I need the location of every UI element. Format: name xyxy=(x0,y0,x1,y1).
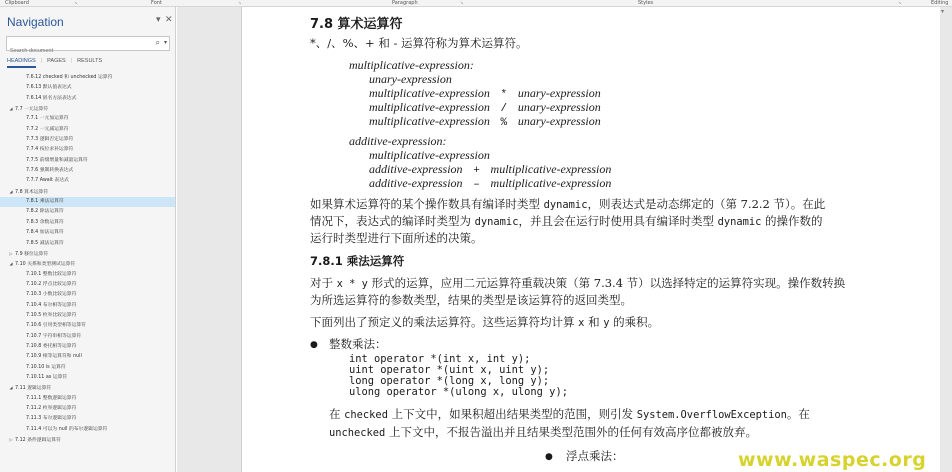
ribbon-group-strip xyxy=(0,0,952,7)
grammar-rule: unary-expression xyxy=(369,72,452,86)
nav-heading-label: 7.10.5 枚举比较运算符 xyxy=(26,312,77,318)
document-page xyxy=(241,7,940,472)
nav-heading-item[interactable] xyxy=(0,363,176,373)
nav-heading-label: 7.7.4 按位求补运算符 xyxy=(26,147,74,153)
page-gutter-left xyxy=(177,7,241,472)
ribbon-group-editing[interactable]: Editing xyxy=(931,0,949,6)
inline-code: dynamic xyxy=(474,216,519,228)
nav-heading-item[interactable] xyxy=(0,197,176,207)
nav-heading-item[interactable] xyxy=(0,73,176,83)
expand-collapse-icon[interactable]: ◢ xyxy=(9,106,13,112)
nav-heading-label: 7.11.1 整数逻辑运算符 xyxy=(26,395,77,401)
navigation-pane xyxy=(0,7,176,472)
tab-separator: | xyxy=(40,58,43,64)
nav-heading-item[interactable] xyxy=(0,145,176,155)
nav-heading-item[interactable] xyxy=(0,218,176,228)
nav-heading-label: 7.7.5 前缀增量和减量运算符 xyxy=(26,157,88,163)
nav-heading-item[interactable] xyxy=(0,404,176,414)
ribbon-group-font[interactable]: Font xyxy=(151,0,162,6)
nav-heading-item[interactable] xyxy=(0,125,176,135)
grammar-rule: multiplicative-expression xyxy=(369,148,490,162)
search-box xyxy=(6,36,170,51)
nav-heading-item[interactable] xyxy=(0,270,176,280)
nav-heading-label: 7.10.3 小数比较运算符 xyxy=(26,292,77,298)
paragraph-line: 对于 x * y 形式的运算，应用二元运算符重载决策（第 7.3.4 节）以选择特定的运算符实现。操作数转换 xyxy=(310,276,846,290)
nav-heading-item[interactable] xyxy=(0,207,176,217)
nav-heading-item[interactable] xyxy=(0,94,176,104)
grammar-operator: + xyxy=(473,165,480,177)
inline-code: dynamic xyxy=(543,199,588,211)
nav-heading-item[interactable] xyxy=(0,83,176,93)
bullet-text: 浮点乘法： xyxy=(566,449,624,463)
ribbon-group-paragraph[interactable]: Paragraph xyxy=(392,0,418,6)
nav-heading-item[interactable] xyxy=(0,383,176,393)
grammar-label: additive-expression: xyxy=(349,134,447,148)
nav-heading-label: 7.8 算术运算符 xyxy=(15,189,49,195)
inline-code: dynamic xyxy=(717,216,762,228)
nav-heading-item[interactable] xyxy=(0,104,176,114)
paragraph-line: 如果算术运算符的某个操作数具有编译时类型 dynamic，则表达式是动态绑定的（第 7.2.2 节）。在此 xyxy=(310,197,826,211)
nav-heading-label: 7.6.13 默认值表达式 xyxy=(26,85,72,91)
grammar-rule: multiplicative-expression / unary-expression xyxy=(369,100,601,115)
expand-collapse-icon[interactable]: ◢ xyxy=(9,261,13,267)
nav-heading-label: 7.10 关系和类型测试运算符 xyxy=(15,262,76,268)
nav-heading-label: 7.10.6 引用类型相等运算符 xyxy=(26,323,86,329)
nav-heading-label: 7.10.4 布尔相等运算符 xyxy=(26,302,77,308)
nav-heading-item[interactable] xyxy=(0,249,176,259)
nav-heading-item[interactable] xyxy=(0,301,176,311)
nav-heading-label: 7.10.7 字符串相等运算符 xyxy=(26,333,82,339)
inline-code: unchecked xyxy=(329,427,386,439)
nav-heading-item[interactable] xyxy=(0,425,176,435)
tab-headings[interactable]: HEADINGS xyxy=(7,58,36,68)
nav-heading-item[interactable] xyxy=(0,228,176,238)
nav-heading-item[interactable] xyxy=(0,332,176,342)
inline-code: System.OverflowException xyxy=(636,409,787,421)
inline-code: x * y xyxy=(336,278,368,290)
nav-heading-item[interactable] xyxy=(0,187,176,197)
tab-separator: | xyxy=(70,58,73,64)
expand-collapse-icon[interactable]: ◢ xyxy=(9,385,13,391)
nav-heading-item[interactable] xyxy=(0,259,176,269)
bullet-icon: ● xyxy=(310,340,318,350)
inline-code: checked xyxy=(344,409,388,421)
chevron-down-icon[interactable]: ▾ xyxy=(163,39,167,46)
nav-heading-label: 7.7.1 一元加运算符 xyxy=(26,116,69,122)
nav-heading-item[interactable] xyxy=(0,435,176,445)
expand-collapse-icon[interactable]: ◢ xyxy=(9,188,13,194)
nav-heading-label: 7.10.8 委托相等运算符 xyxy=(26,343,77,349)
grammar-operator: * xyxy=(500,89,508,101)
grammar-rule: additive-expression + multiplicative-expression xyxy=(369,162,612,177)
nav-heading-item[interactable] xyxy=(0,352,176,362)
nav-heading-label: 7.8.5 减法运算符 xyxy=(26,240,64,246)
nav-heading-label: 7.12 条件逻辑运算符 xyxy=(15,438,61,444)
nav-heading-item[interactable] xyxy=(0,166,176,176)
nav-heading-label: 7.6.14 匿名方法表达式 xyxy=(26,95,77,101)
nav-heading-item[interactable] xyxy=(0,373,176,383)
document-body xyxy=(242,7,941,472)
dialog-launcher-icon[interactable]: ↘ xyxy=(238,0,242,5)
nav-heading-label: 7.7 一元运算符 xyxy=(15,107,49,113)
expand-collapse-icon[interactable]: ▷ xyxy=(9,437,13,443)
paragraph-line: unchecked 上下文中，不报告溢出并且结果类型范围外的任何有效高序位都被放弃。 xyxy=(329,425,757,439)
page-gutter-right xyxy=(940,7,952,472)
nav-heading-label: 7.10.9 相等运算符和 null xyxy=(26,354,82,360)
nav-heading-item[interactable] xyxy=(0,414,176,424)
ribbon-group-styles[interactable]: Styles xyxy=(638,0,654,6)
close-icon[interactable]: ✕ xyxy=(165,15,173,25)
nav-heading-item[interactable] xyxy=(0,114,176,124)
search-input[interactable] xyxy=(7,45,147,58)
nav-heading-label: 7.10.11 as 运算符 xyxy=(26,374,68,380)
grammar-label: multiplicative-expression: xyxy=(349,58,474,72)
paragraph-line: 运行时类型进行下面所述的决策。 xyxy=(310,231,483,245)
nav-heading-label: 7.8.1 乘法运算符 xyxy=(26,199,64,205)
nav-heading-label: 7.9 移位运算符 xyxy=(15,251,49,257)
grammar-rule: multiplicative-expression * unary-expression xyxy=(369,86,601,101)
nav-tabs xyxy=(7,58,107,68)
bullet-icon: ● xyxy=(545,452,553,462)
tab-results[interactable]: RESULTS xyxy=(77,58,103,64)
subsection-heading: 7.8.1 乘法运算符 xyxy=(310,254,405,268)
grammar-operator: / xyxy=(500,103,508,115)
nav-heading-label: 7.7.2 一元减运算符 xyxy=(26,126,69,132)
ribbon-group-clipboard[interactable]: Clipboard xyxy=(5,0,29,6)
intro-paragraph: *、/、%、+ 和 - 运算符称为算术运算符。 xyxy=(310,36,528,50)
section-heading: 7.8 算术运算符 xyxy=(310,17,403,32)
expand-collapse-icon[interactable]: ▷ xyxy=(9,250,13,256)
chevron-down-icon[interactable]: ▾ xyxy=(941,8,945,15)
nav-heading-label: 7.10.1 整数比较运算符 xyxy=(26,271,77,277)
paragraph-line: 情况下，表达式的编译时类型为 dynamic，并且会在运行时使用具有编译时类型 dynamic 的操作数的 xyxy=(310,214,823,228)
nav-heading-label: 7.11.3 布尔逻辑运算符 xyxy=(26,416,77,422)
nav-heading-item[interactable] xyxy=(0,290,176,300)
grammar-operator: – xyxy=(473,179,480,191)
nav-heading-item[interactable] xyxy=(0,394,176,404)
nav-heading-item[interactable] xyxy=(0,239,176,249)
watermark-text: www.waspec.org xyxy=(738,449,927,471)
nav-heading-label: 7.7.6 强制转换表达式 xyxy=(26,168,74,174)
nav-heading-item[interactable] xyxy=(0,311,176,321)
code-block: int operator *(int x, int y); uint operator *(uint x, uint y); long operator *(long x, long y); ulong operator *(ulong x, ulong y); xyxy=(349,353,568,398)
grammar-rule: multiplicative-expression % unary-expression xyxy=(369,114,601,129)
nav-heading-item[interactable] xyxy=(0,156,176,166)
paragraph-line: 下面列出了预定义的乘法运算符。这些运算符均计算 x 和 y 的乘积。 xyxy=(310,315,660,329)
nav-title: Navigation xyxy=(7,15,64,29)
grammar-rule: additive-expression – multiplicative-expression xyxy=(369,176,612,191)
nav-heading-item[interactable] xyxy=(0,176,176,186)
dialog-launcher-icon[interactable]: ↘ xyxy=(460,0,464,5)
nav-heading-label: 7.11.4 可以为 null 的布尔逻辑运算符 xyxy=(26,426,108,432)
nav-heading-item[interactable] xyxy=(0,342,176,352)
nav-heading-label: 7.11.2 枚举逻辑运算符 xyxy=(26,406,77,411)
nav-heading-label: 7.8.4 加法运算符 xyxy=(26,230,64,236)
paragraph-line: 为所选运算符的参数类型，结果的类型是该运算符的返回类型。 xyxy=(310,293,632,307)
grammar-operator: % xyxy=(500,117,508,129)
tab-pages[interactable]: PAGES xyxy=(47,58,66,64)
paragraph-line: 在 checked 上下文中，如果积超出结果类型的范围，则引发 System.OverflowException。在 xyxy=(329,407,810,421)
nav-heading-label: 7.10.2 浮点比较运算符 xyxy=(26,281,77,287)
nav-heading-label: 7.7.7 Await 表达式 xyxy=(26,178,69,184)
nav-heading-item[interactable] xyxy=(0,135,176,145)
nav-heading-label: 7.8.3 余数运算符 xyxy=(26,219,64,225)
nav-heading-label: 7.6.12 checked 和 unchecked 运算符 xyxy=(26,75,113,80)
nav-heading-label: 7.11 逻辑运算符 xyxy=(15,386,52,392)
nav-heading-label: 7.7.3 逻辑否定运算符 xyxy=(26,137,74,143)
nav-heading-label: 7.8.2 除法运算符 xyxy=(26,209,64,215)
dialog-launcher-icon[interactable]: ↘ xyxy=(898,0,902,5)
dialog-launcher-icon[interactable]: ↘ xyxy=(74,0,78,5)
search-icon[interactable]: ⌕ xyxy=(155,38,160,47)
nav-options-icon[interactable]: ▾ xyxy=(156,15,161,25)
heading-tree xyxy=(0,73,176,445)
nav-heading-item[interactable] xyxy=(0,321,176,331)
nav-heading-item[interactable] xyxy=(0,280,176,290)
bullet-text: 整数乘法： xyxy=(329,337,387,351)
nav-heading-label: 7.10.10 is 运算符 xyxy=(26,364,66,370)
